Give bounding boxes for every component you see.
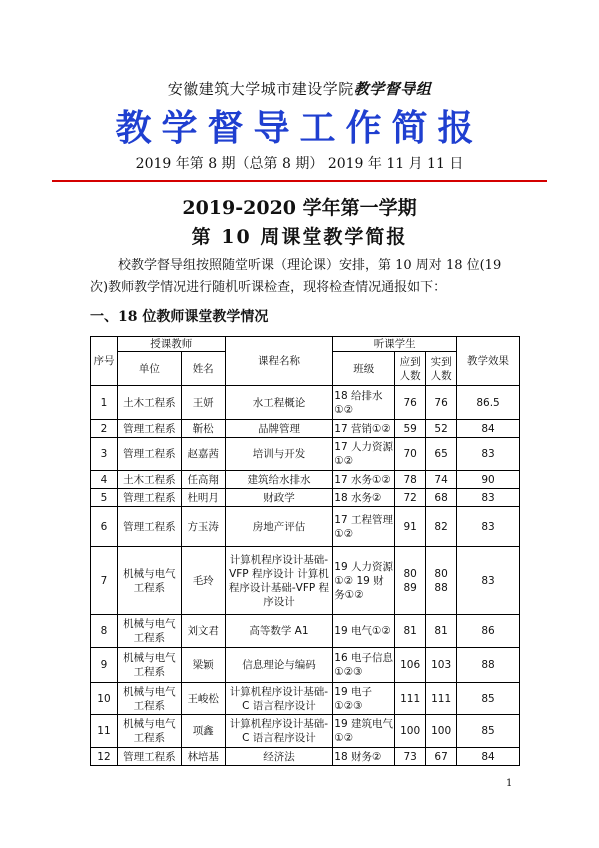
cell-actual: 65 [426, 438, 457, 471]
cell-effect: 83 [457, 547, 520, 615]
cell-unit: 机械与电气工程系 [117, 648, 181, 683]
cell-course: 计算机程序设计基础-VFP 程序设计 计算机程序设计基础-VFP 程序设计 [225, 547, 333, 615]
issue-line: 2019 年第 8 期（总第 8 期） 2019 年 11 月 11 日 [135, 156, 464, 172]
cell-course: 计算机程序设计基础-C 语言程序设计 [225, 715, 333, 748]
cell-unit: 土木工程系 [117, 471, 181, 489]
cell-name: 杜明月 [181, 489, 225, 507]
cell-course: 水工程概论 [225, 386, 333, 420]
cell-name: 任高翔 [181, 471, 225, 489]
cell-class: 19 建筑电气①② [333, 715, 395, 748]
cell-class: 18 财务② [333, 748, 395, 766]
table-row [91, 748, 520, 766]
cell-actual: 111 [426, 683, 457, 715]
cell-name: 梁颖 [181, 648, 225, 683]
cell-expected: 76 [395, 386, 426, 420]
cell-actual: 82 [426, 507, 457, 547]
table-row [91, 615, 520, 648]
cell-course: 计算机程序设计基础-C 语言程序设计 [225, 683, 333, 715]
cell-name: 赵嘉茜 [181, 438, 225, 471]
cell-effect: 83 [457, 489, 520, 507]
cell-expected: 73 [395, 748, 426, 766]
cell-name: 刘文君 [181, 615, 225, 648]
table-row [91, 489, 520, 507]
cell-expected: 100 [395, 715, 426, 748]
cell-class: 16 电子信息①②③ [333, 648, 395, 683]
header-actual: 实到人数 [426, 352, 457, 386]
org-name: 安徽建筑大学城市建设学院 [167, 80, 354, 98]
cell-seq: 5 [91, 489, 118, 507]
cell-name: 林培基 [181, 748, 225, 766]
cell-effect: 84 [457, 420, 520, 438]
cell-name: 毛玲 [181, 547, 225, 615]
header-seq: 序号 [91, 337, 118, 386]
cell-course: 培训与开发 [225, 438, 333, 471]
cell-effect: 85 [457, 683, 520, 715]
cell-actual: 74 [426, 471, 457, 489]
cell-effect: 84 [457, 748, 520, 766]
cell-course: 建筑给水排水 [225, 471, 333, 489]
cell-unit: 机械与电气工程系 [117, 615, 181, 648]
cell-effect: 83 [457, 507, 520, 547]
cell-expected: 111 [395, 683, 426, 715]
cell-class: 17 水务①② [333, 471, 395, 489]
bulletin-title: 教学督导工作简报 [115, 107, 484, 149]
cell-course: 经济法 [225, 748, 333, 766]
cell-unit: 机械与电气工程系 [117, 715, 181, 748]
cell-expected: 80 89 [395, 547, 426, 615]
table-row [91, 547, 520, 615]
cell-seq: 11 [91, 715, 118, 748]
header-expected: 应到人数 [395, 352, 426, 386]
cell-class: 19 电气①② [333, 615, 395, 648]
cell-name: 王峻松 [181, 683, 225, 715]
table-row [91, 715, 520, 748]
cell-course: 品牌管理 [225, 420, 333, 438]
cell-course: 高等数学 A1 [225, 615, 333, 648]
cell-class: 18 水务② [333, 489, 395, 507]
cell-unit: 机械与电气工程系 [117, 547, 181, 615]
cell-seq: 10 [91, 683, 118, 715]
cell-expected: 72 [395, 489, 426, 507]
cell-seq: 7 [91, 547, 118, 615]
cell-name: 方玉涛 [181, 507, 225, 547]
org-unit: 教学督导组 [353, 80, 432, 98]
table-row [91, 386, 520, 420]
header-teacher-group: 授课教师 [117, 337, 225, 352]
header-effect: 教学效果 [457, 337, 520, 386]
cell-expected: 106 [395, 648, 426, 683]
cell-unit: 管理工程系 [117, 748, 181, 766]
term-title: 2019-2020 学年第一学期 [182, 197, 417, 219]
cell-class: 17 工程管理①② [333, 507, 395, 547]
intro-paragraph: 校教学督导组按照随堂听课（理论课）安排，第 10 周对 18 位(19 次)教师教学情况进行随机听课检查，现将检查情况通报如下： [90, 258, 502, 295]
page-number: 1 [506, 778, 513, 789]
header-unit: 单位 [117, 352, 181, 386]
cell-actual: 68 [426, 489, 457, 507]
cell-actual: 67 [426, 748, 457, 766]
cell-seq: 3 [91, 438, 118, 471]
cell-course: 财政学 [225, 489, 333, 507]
cell-seq: 1 [91, 386, 118, 420]
cell-name: 项鑫 [181, 715, 225, 748]
cell-effect: 86 [457, 615, 520, 648]
cell-class: 19 人力资源①② 19 财务①② [333, 547, 395, 615]
cell-seq: 4 [91, 471, 118, 489]
cell-effect: 83 [457, 438, 520, 471]
cell-name: 靳松 [181, 420, 225, 438]
cell-seq: 12 [91, 748, 118, 766]
cell-actual: 81 [426, 615, 457, 648]
cell-seq: 9 [91, 648, 118, 683]
cell-effect: 85 [457, 715, 520, 748]
header-course: 课程名称 [225, 337, 333, 386]
cell-course: 信息理论与编码 [225, 648, 333, 683]
cell-unit: 管理工程系 [117, 420, 181, 438]
cell-unit: 管理工程系 [117, 438, 181, 471]
table-row [91, 683, 520, 715]
table-row [91, 438, 520, 471]
cell-unit: 管理工程系 [117, 507, 181, 547]
cell-expected: 70 [395, 438, 426, 471]
header-organization [0, 78, 599, 99]
cell-seq: 8 [91, 615, 118, 648]
section-heading: 一、18 位教师课堂教学情况 [90, 309, 269, 325]
cell-class: 18 给排水①② [333, 386, 395, 420]
table-row [91, 471, 520, 489]
cell-actual: 52 [426, 420, 457, 438]
cell-actual: 76 [426, 386, 457, 420]
cell-seq: 6 [91, 507, 118, 547]
table-row [91, 420, 520, 438]
cell-effect: 90 [457, 471, 520, 489]
cell-seq: 2 [91, 420, 118, 438]
cell-expected: 59 [395, 420, 426, 438]
cell-expected: 91 [395, 507, 426, 547]
cell-class: 17 人力资源①② [333, 438, 395, 471]
cell-name: 王妍 [181, 386, 225, 420]
table-row [91, 648, 520, 683]
cell-unit: 土木工程系 [117, 386, 181, 420]
table-row [91, 507, 520, 547]
header-class: 班级 [333, 352, 395, 386]
week-title: 第 10 周课堂教学简报 [191, 226, 408, 248]
cell-effect: 88 [457, 648, 520, 683]
cell-class: 19 电子①②③ [333, 683, 395, 715]
cell-unit: 管理工程系 [117, 489, 181, 507]
cell-unit: 机械与电气工程系 [117, 683, 181, 715]
header-name: 姓名 [181, 352, 225, 386]
cell-class: 17 营销①② [333, 420, 395, 438]
cell-expected: 81 [395, 615, 426, 648]
cell-actual: 80 88 [426, 547, 457, 615]
header-students-group: 听课学生 [333, 337, 457, 352]
cell-course: 房地产评估 [225, 507, 333, 547]
teacher-evaluation-table [90, 336, 520, 766]
cell-actual: 100 [426, 715, 457, 748]
red-divider [52, 180, 547, 182]
cell-expected: 78 [395, 471, 426, 489]
cell-actual: 103 [426, 648, 457, 683]
cell-effect: 86.5 [457, 386, 520, 420]
